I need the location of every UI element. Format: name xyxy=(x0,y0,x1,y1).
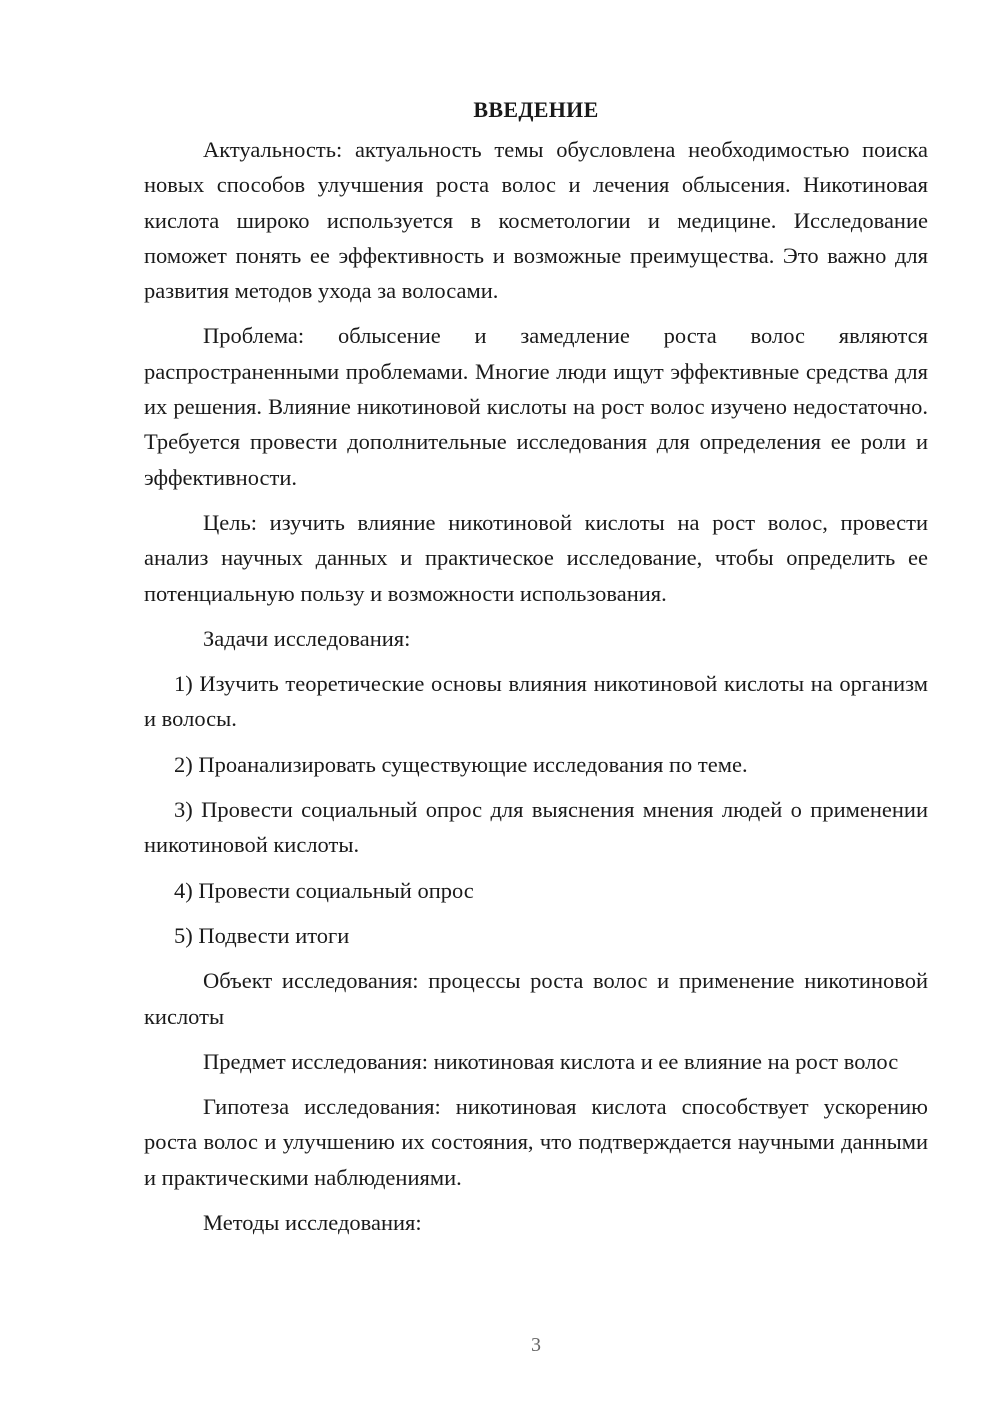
task-item-4: 4) Провести социальный опрос xyxy=(174,877,474,903)
paragraph-problem: Проблема: облысение и замедление роста волос являются распространенными проблемами. Многие люди ищут эффективные средства для их решения. Влияние никотиновой кислоты на рост волос изучено недостаточно. Требуется провести дополнительные исследования для определения ее роли и эффективности. xyxy=(144,323,928,490)
page-number: 3 xyxy=(531,1334,541,1356)
paragraph-goal: Цель: изучить влияние никотиновой кислоты на рост волос, провести анализ научных данных и практическое исследование, чтобы определить ее потенциальную пользу и возможности использования. xyxy=(144,509,928,606)
task-item-5: 5) Подвести итоги xyxy=(174,922,350,948)
paragraph-object: Объект исследования: процессы роста волос и применение никотиновой кислоты xyxy=(144,968,928,1029)
task-item-2: 2) Проанализировать существующие исследования по теме. xyxy=(174,751,748,777)
paragraph-relevance: Актуальность: актуальность темы обусловлена необходимостью поиска новых способов улучшения роста волос и лечения облысения. Никотиновая кислота широко используется в косметологии и медицине. Исследование поможет понять ее эффективность и возможные преимущества. Это важно для развития методов ухода за волосами. xyxy=(144,137,928,304)
section-title: ВВЕДЕНИЕ xyxy=(473,97,599,122)
methods-heading: Методы исследования: xyxy=(203,1210,422,1236)
task-item-1: 1) Изучить теоретические основы влияния никотиновой кислоты на организм и волосы. xyxy=(144,671,928,732)
task-item-3: 3) Провести социальный опрос для выяснения мнения людей о применении никотиновой кислоты. xyxy=(144,797,928,858)
paragraph-subject: Предмет исследования: никотиновая кислота и ее влияние на рост волос xyxy=(203,1048,899,1074)
tasks-heading: Задачи исследования: xyxy=(203,625,411,651)
page-content xyxy=(144,92,928,1250)
paragraph-hypothesis: Гипотеза исследования: никотиновая кислота способствует ускорению роста волос и улучшению их состояния, что подтверждается научными данными и практическими наблюдениями. xyxy=(144,1094,928,1190)
